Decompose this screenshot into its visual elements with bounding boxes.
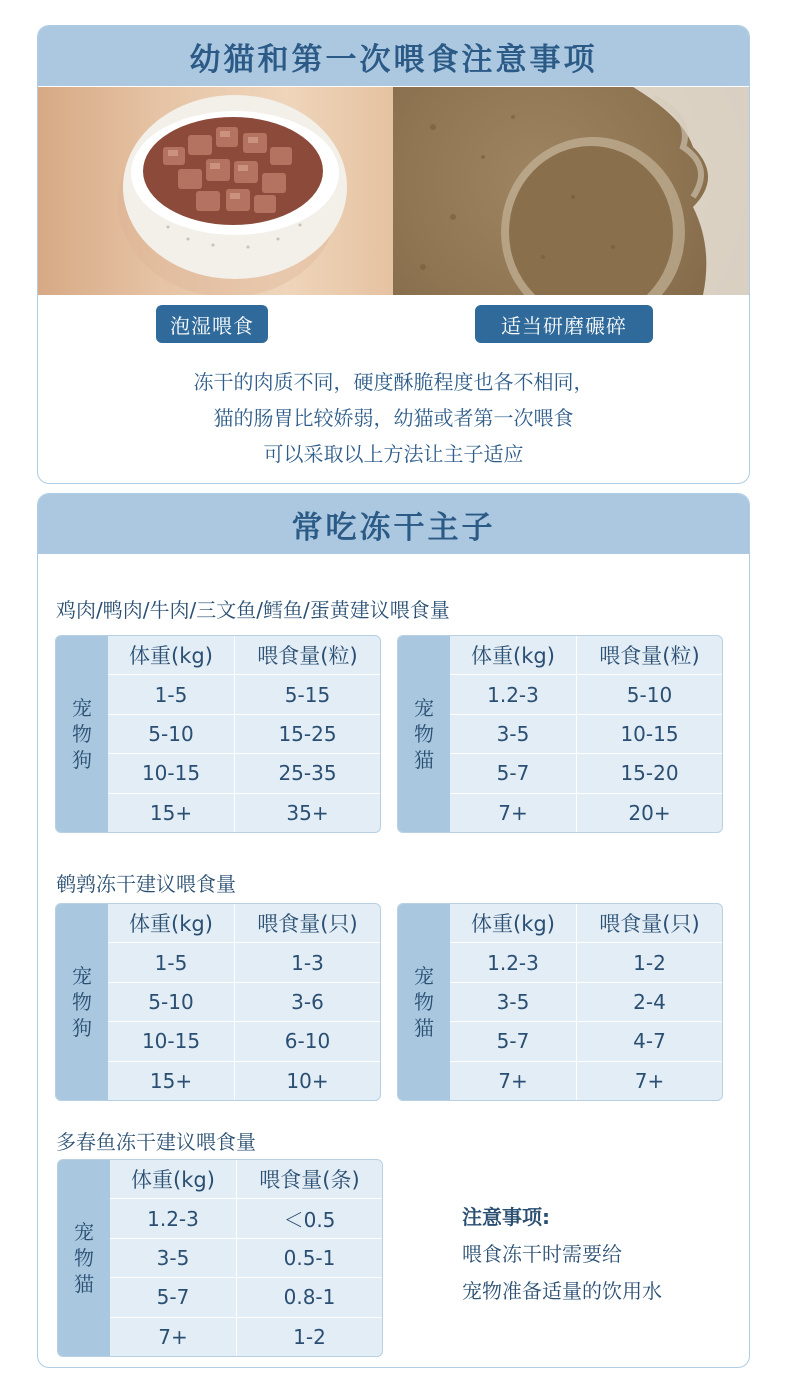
amount-cell: ＜0.5 bbox=[283, 1208, 336, 1233]
weight-cell: 15+ bbox=[108, 794, 235, 832]
side-char: 猫 bbox=[74, 1272, 94, 1296]
weight-cell: 10-15 bbox=[108, 1022, 235, 1060]
amount-cell: 0.8-1 bbox=[283, 1285, 336, 1310]
tips-title: 幼猫和第一次喂食注意事项 bbox=[38, 26, 749, 86]
feeding-amount-card bbox=[37, 493, 750, 1368]
amount-cell: 5-10 bbox=[626, 682, 673, 707]
table-header-row bbox=[110, 1160, 382, 1198]
amount-cell: 0.5-1 bbox=[283, 1246, 336, 1271]
table-header-row bbox=[108, 904, 380, 942]
weight-cell: 1.2-3 bbox=[450, 943, 577, 981]
amount-cell: 7+ bbox=[634, 1068, 665, 1093]
weight-cell: 3-5 bbox=[110, 1239, 237, 1277]
tips-photos bbox=[38, 87, 749, 295]
amount-cell: 3-6 bbox=[291, 990, 324, 1015]
table-row bbox=[450, 753, 722, 792]
table-row bbox=[108, 714, 380, 753]
weight-cell: 7+ bbox=[110, 1318, 237, 1356]
weight-cell: 5-7 bbox=[450, 1022, 577, 1060]
weight-cell: 1.2-3 bbox=[450, 675, 577, 713]
table-row bbox=[450, 942, 722, 981]
grind-method-label: 适当研磨碾碎 bbox=[475, 305, 653, 343]
amount-cell: 1-2 bbox=[293, 1324, 326, 1349]
tips-line: 冻干的肉质不同，硬度酥脆程度也各不相同， bbox=[193, 370, 594, 394]
soaked-food-photo bbox=[38, 87, 393, 295]
table-side-label bbox=[56, 904, 108, 1100]
amount-header: 喂食量(只) bbox=[257, 912, 358, 937]
table-row bbox=[108, 942, 380, 981]
table-side-label bbox=[56, 636, 108, 832]
weight-cell: 5-10 bbox=[108, 983, 235, 1021]
table-row bbox=[450, 1021, 722, 1060]
table-header-row bbox=[450, 904, 722, 942]
weight-header: 体重(kg) bbox=[450, 636, 577, 674]
weight-cell: 3-5 bbox=[450, 715, 577, 753]
side-char: 宠 bbox=[74, 1220, 94, 1244]
weight-cell: 1-5 bbox=[108, 675, 235, 713]
table-row bbox=[108, 1061, 380, 1100]
amount-cell: 1-3 bbox=[291, 950, 324, 975]
table-row bbox=[110, 1317, 382, 1356]
table-row bbox=[108, 753, 380, 792]
side-char: 物 bbox=[72, 990, 92, 1014]
table-header-row bbox=[108, 636, 380, 674]
amount-header: 喂食量(只) bbox=[599, 912, 700, 937]
table-row bbox=[108, 793, 380, 832]
amount-cell: 5-15 bbox=[284, 682, 331, 707]
amount-header: 喂食量(粒) bbox=[257, 644, 358, 669]
amount-cell: 15-25 bbox=[278, 722, 337, 747]
table-row bbox=[110, 1238, 382, 1277]
tips-line: 可以采取以上方法让主子适应 bbox=[263, 442, 524, 466]
note-line: 宠物准备适量的饮用水 bbox=[462, 1279, 662, 1303]
side-char: 猫 bbox=[414, 748, 434, 772]
weight-cell: 5-7 bbox=[450, 754, 577, 792]
weight-cell: 7+ bbox=[450, 794, 577, 832]
side-char: 物 bbox=[74, 1246, 94, 1270]
note-line: 喂食冻干时需要给 bbox=[462, 1242, 622, 1266]
amount-cell: 35+ bbox=[286, 800, 329, 825]
table-row bbox=[108, 674, 380, 713]
table-row bbox=[108, 982, 380, 1021]
weight-header: 体重(kg) bbox=[450, 904, 577, 942]
side-char: 宠 bbox=[414, 964, 434, 988]
feeding-tips-card bbox=[37, 25, 750, 484]
weight-cell: 3-5 bbox=[450, 983, 577, 1021]
side-char: 宠 bbox=[414, 696, 434, 720]
table-side-label bbox=[398, 636, 450, 832]
table-row bbox=[450, 982, 722, 1021]
side-char: 物 bbox=[414, 990, 434, 1014]
amount-cell: 25-35 bbox=[278, 761, 337, 786]
dog-feeding-table bbox=[55, 903, 381, 1101]
table-row bbox=[108, 1021, 380, 1060]
side-char: 宠 bbox=[72, 696, 92, 720]
weight-header: 体重(kg) bbox=[108, 636, 235, 674]
table-header-row bbox=[450, 636, 722, 674]
weight-cell: 7+ bbox=[450, 1062, 577, 1100]
table-row bbox=[450, 714, 722, 753]
weight-cell: 10-15 bbox=[108, 754, 235, 792]
soak-method-label: 泡湿喂食 bbox=[156, 305, 268, 343]
section-title: 多春鱼冻干建议喂食量 bbox=[56, 1130, 256, 1154]
amount-cell: 1-2 bbox=[633, 950, 666, 975]
weight-cell: 1.2-3 bbox=[110, 1199, 237, 1237]
amount-header: 喂食量(粒) bbox=[599, 644, 700, 669]
amount-cell: 2-4 bbox=[633, 990, 666, 1015]
amount-cell: 10-15 bbox=[620, 722, 679, 747]
table-row bbox=[450, 793, 722, 832]
section-title: 鹌鹑冻干建议喂食量 bbox=[56, 872, 236, 896]
side-char: 物 bbox=[414, 722, 434, 746]
note-title: 注意事项: bbox=[462, 1205, 550, 1229]
side-char: 狗 bbox=[72, 1016, 92, 1040]
weight-cell: 5-10 bbox=[108, 715, 235, 753]
ground-powder-photo bbox=[393, 87, 749, 295]
weight-cell: 5-7 bbox=[110, 1278, 237, 1316]
weight-header: 体重(kg) bbox=[108, 904, 235, 942]
table-row bbox=[110, 1277, 382, 1316]
tips-line: 猫的肠胃比较娇弱，幼猫或者第一次喂食 bbox=[213, 406, 574, 430]
amount-cell: 20+ bbox=[628, 800, 671, 825]
amount-header: 喂食量(条) bbox=[259, 1168, 360, 1193]
weight-cell: 1-5 bbox=[108, 943, 235, 981]
amount-cell: 15-20 bbox=[620, 761, 679, 786]
side-char: 狗 bbox=[72, 748, 92, 772]
cat-feeding-table bbox=[397, 903, 723, 1101]
table-side-label bbox=[398, 904, 450, 1100]
amount-cell: 10+ bbox=[286, 1068, 329, 1093]
cat-feeding-table bbox=[397, 635, 723, 833]
weight-header: 体重(kg) bbox=[110, 1160, 237, 1198]
dog-feeding-table bbox=[55, 635, 381, 833]
weight-cell: 15+ bbox=[108, 1062, 235, 1100]
amount-cell: 6-10 bbox=[284, 1029, 331, 1054]
side-char: 宠 bbox=[72, 964, 92, 988]
tips-description bbox=[38, 364, 749, 472]
side-char: 物 bbox=[72, 722, 92, 746]
feeding-note bbox=[462, 1199, 662, 1310]
section-title: 鸡肉/鸭肉/牛肉/三文鱼/鳕鱼/蛋黄建议喂食量 bbox=[56, 598, 450, 622]
table-side-label bbox=[58, 1160, 110, 1356]
table-row bbox=[450, 674, 722, 713]
cat-feeding-table bbox=[57, 1159, 383, 1357]
table-row bbox=[450, 1061, 722, 1100]
table-row bbox=[110, 1198, 382, 1237]
side-char: 猫 bbox=[414, 1016, 434, 1040]
amount-cell: 4-7 bbox=[633, 1029, 666, 1054]
feeding-title: 常吃冻干主子 bbox=[38, 494, 749, 554]
